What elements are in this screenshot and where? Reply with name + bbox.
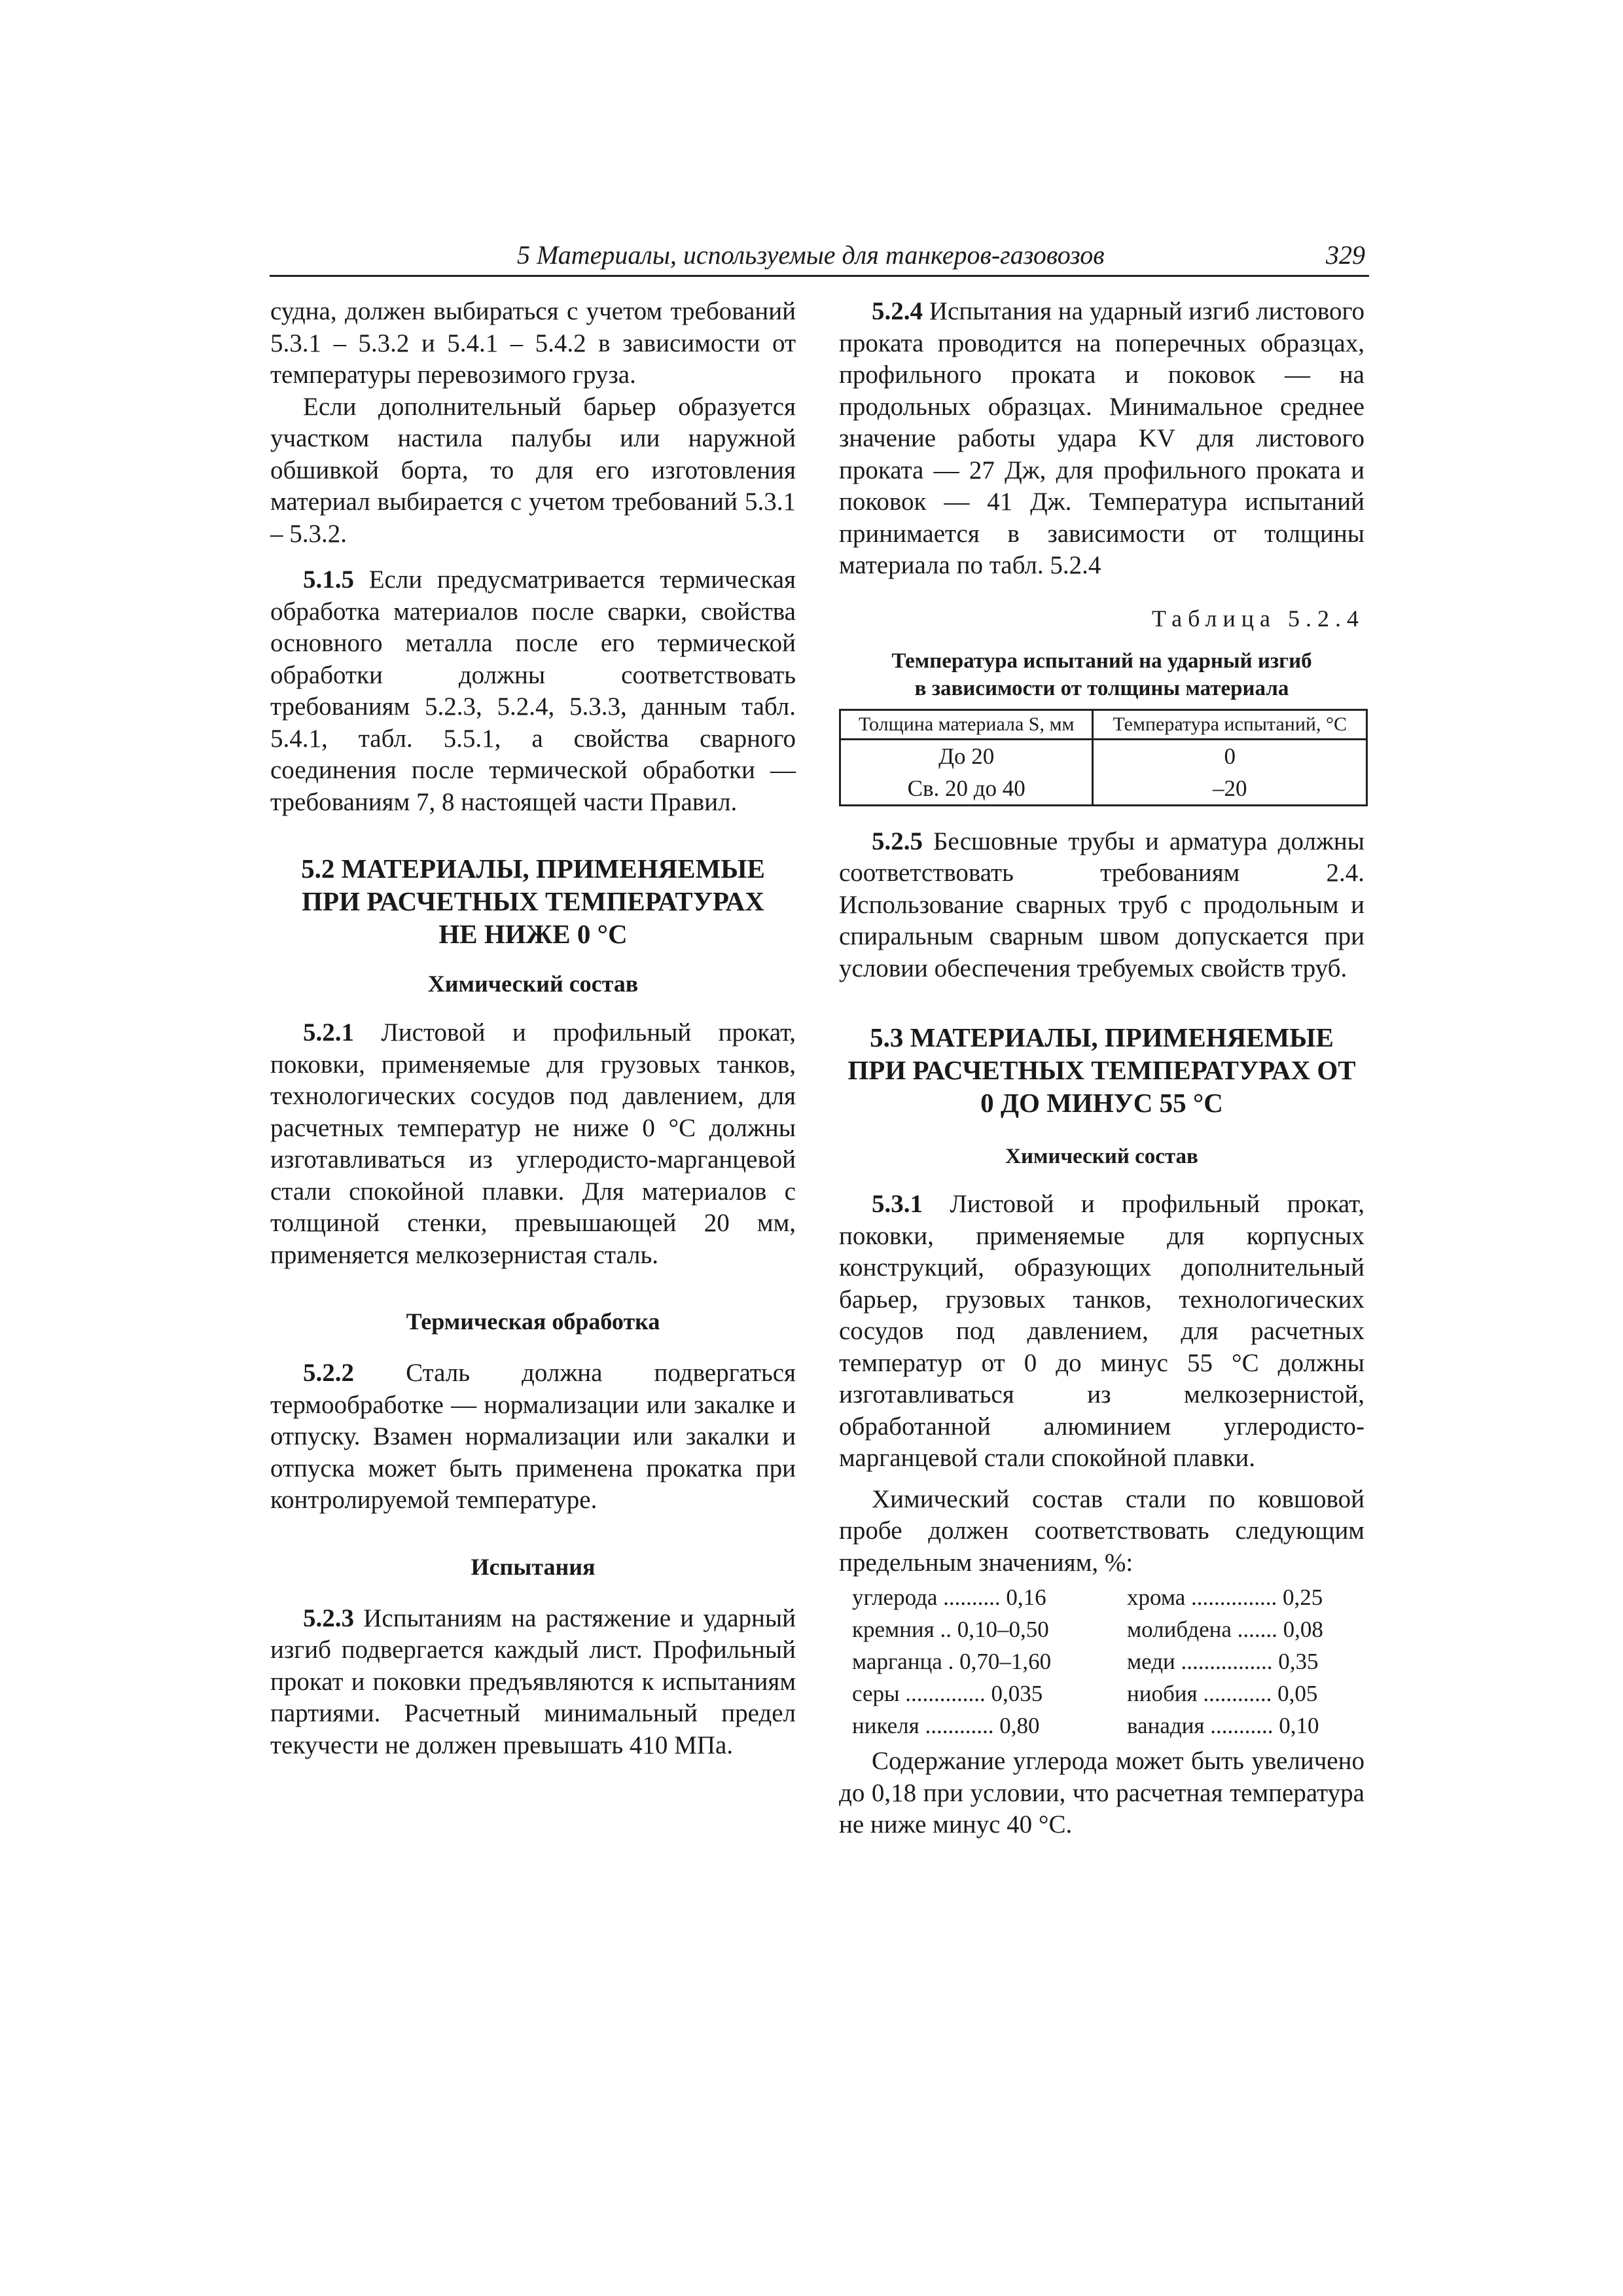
limit-entry: ванадия ........... 0,10: [1127, 1713, 1319, 1738]
clause-text: Испытаниям на растяжение и ударный изгиб подвергается каждый лист. Профильный прокат и поковки предъявляются к испытаниям партиями. Расчетный минимальный предел текучести не должен превышать 410 МПа.: [270, 1604, 796, 1759]
list-item: [852, 1677, 1376, 1710]
clause-text: Испытания на ударный изгиб листового проката проводится на поперечных образцах, профильного проката и поковок — на продольных образцах. Минимальное среднее значение работы удара KV для листового проката — 27 Дж, для профильного проката и поковок — 41 Дж. Температура испытаний принимается в зависимости от толщины материала по табл. 5.2.4: [839, 297, 1364, 579]
section-heading-line: 0 ДО МИНУС 55 °С: [980, 1088, 1223, 1118]
clause-text: Бесшовные трубы и арматура должны соответствовать требованиям 2.4. Использование сварных труб с продольным и спиральным сварным швом допускается при условии обеспечения требуемых свойств труб.: [839, 827, 1364, 982]
table-row: [840, 739, 1367, 772]
section-heading-line: ПРИ РАСЧЕТНЫХ ТЕМПЕРАТУРАХ: [302, 886, 764, 916]
paragraph-additional-barrier: Если дополнительный барьер образуется участком настила палубы или наружной обшивкой борта, то для его изготовления материал выбирается с учетом требований 5.3.1 – 5.3.2.: [270, 392, 796, 548]
table-header-thickness: Толщина материала S, мм: [840, 709, 1093, 739]
clause-number: 5.2.1: [303, 1018, 354, 1047]
table-title: [839, 647, 1364, 702]
limit-entry: хрома ............... 0,25: [1127, 1585, 1323, 1610]
table-title-line: Температура испытаний на ударный изгиб: [891, 649, 1312, 673]
clause-text: Листовой и профильный прокат, поковки, применяемые для грузовых танков, технологических сосудов под давлением, для расчетных температур не ниже 0 °С должны изготавливаться из углеродисто-марганцевой стали спокойной плавки. Для материалов с толщиной стенки, превышающей 20 мм, применяется мелкозернистая сталь.: [270, 1018, 796, 1269]
left-column: [270, 296, 796, 1761]
table-cell: Св. 20 до 40: [840, 772, 1093, 806]
clause-number: 5.2.4: [872, 297, 923, 325]
subheading-chemical-composition: Химический состав: [1005, 1145, 1198, 1168]
table-row: [840, 772, 1367, 806]
clause-number: 5.2.5: [872, 827, 923, 855]
paragraph-continued: судна, должен выбираться с учетом требований 5.3.1 – 5.3.2 и 5.4.1 – 5.4.2 в зависимости от температуры перевозимого груза.: [270, 297, 796, 389]
clause-number: 5.2.3: [303, 1604, 354, 1632]
section-heading-line: ПРИ РАСЧЕТНЫХ ТЕМПЕРАТУРАХ ОТ: [847, 1055, 1356, 1085]
table-cell: 0: [1093, 739, 1367, 772]
clause-number: 5.2.2: [303, 1359, 354, 1387]
paragraph-carbon-content: Содержание углерода может быть увеличено до 0,18 при условии, что расчетная температура не ниже минус 40 °С.: [839, 1747, 1364, 1839]
limit-entry: серы .............. 0,035: [852, 1681, 1043, 1706]
paragraph-5-2-4: [839, 296, 1364, 582]
table-label: Таблица 5.2.4: [1152, 605, 1364, 632]
paragraph-5-2-5: [839, 826, 1364, 985]
subheading-tests: Испытания: [471, 1553, 596, 1580]
table-cell: До 20: [840, 739, 1093, 772]
page-number: 329: [1326, 240, 1365, 270]
limit-entry: никеля ............ 0,80: [852, 1713, 1040, 1738]
section-heading-line: НЕ НИЖЕ 0 °С: [438, 919, 628, 949]
limit-entry: марганца . 0,70–1,60: [852, 1649, 1052, 1674]
limit-entry: углерода .......... 0,16: [852, 1585, 1046, 1610]
table-title-line: в зависимости от толщины материала: [914, 676, 1289, 700]
test-temperature-table: [839, 709, 1368, 806]
limit-entry: меди ................ 0,35: [1127, 1649, 1319, 1674]
limit-entry: кремния .. 0,10–0,50: [852, 1617, 1049, 1642]
section-5-2-heading: [270, 852, 796, 950]
section-heading-line: 5.2 МАТЕРИАЛЫ, ПРИМЕНЯЕМЫЕ: [301, 853, 765, 884]
section-heading-line: 5.3 МАТЕРИАЛЫ, ПРИМЕНЯЕМЫЕ: [870, 1022, 1334, 1052]
table-header-temperature: Температура испытаний, °С: [1093, 709, 1367, 739]
page-header: [270, 237, 1369, 277]
section-5-3-heading: [839, 1021, 1364, 1119]
running-title: 5 Материалы, используемые для танкеров-газовозов: [517, 240, 1105, 270]
subheading-chemical-composition: Химический состав: [427, 971, 639, 997]
paragraph-5-1-5: [270, 564, 796, 818]
table-cell: –20: [1093, 772, 1367, 806]
right-column: [839, 296, 1364, 1841]
paragraph-5-3-1: [839, 1189, 1364, 1475]
list-item: [852, 1613, 1376, 1645]
chemical-limits-list: [852, 1581, 1376, 1742]
clause-text: Если предусматривается термическая обработка материалов после сварки, свойства основного металла после его термической обработки должны соответствовать требованиям 5.2.3, 5.2.4, 5.3.3, данным табл. 5.4.1, табл. 5.5.1, а свойства сварного соединения после термической обработки — требованиям 7, 8 настоящей части Правил.: [270, 565, 796, 816]
subheading-heat-treatment: Термическая обработка: [406, 1308, 660, 1335]
clause-text: Сталь должна подвергаться термообработке — нормализации или закалке и отпуску. Взамен нормализации или закалки и отпуска может быть применена прокатка при контролируемой температуре.: [270, 1359, 796, 1514]
clause-text: Листовой и профильный прокат, поковки, применяемые для корпусных конструкций, образующих дополнительный барьер, грузовых танков, технологических сосудов под давлением, для расчетных температур от 0 до минус 55 °С должны изготавливаться из мелкозернистой, обработанной алюминием углеродисто-марганцевой стали спокойной плавки.: [839, 1190, 1364, 1472]
limit-entry: молибдена ....... 0,08: [1127, 1617, 1323, 1642]
list-item: [852, 1710, 1376, 1742]
limit-entry: ниобия ............ 0,05: [1127, 1681, 1318, 1706]
list-item: [852, 1645, 1376, 1677]
paragraph-5-2-2: [270, 1357, 796, 1516]
paragraph-5-2-1: [270, 1017, 796, 1271]
paragraph-chemical-limits-intro: Химический состав стали по ковшовой пробе должен соответствовать следующим предельным значениям, %:: [839, 1484, 1364, 1577]
clause-number: 5.1.5: [303, 565, 354, 594]
clause-number: 5.3.1: [872, 1190, 923, 1218]
table-header-row: [840, 709, 1367, 739]
list-item: [852, 1581, 1376, 1613]
paragraph-5-2-3: [270, 1603, 796, 1762]
